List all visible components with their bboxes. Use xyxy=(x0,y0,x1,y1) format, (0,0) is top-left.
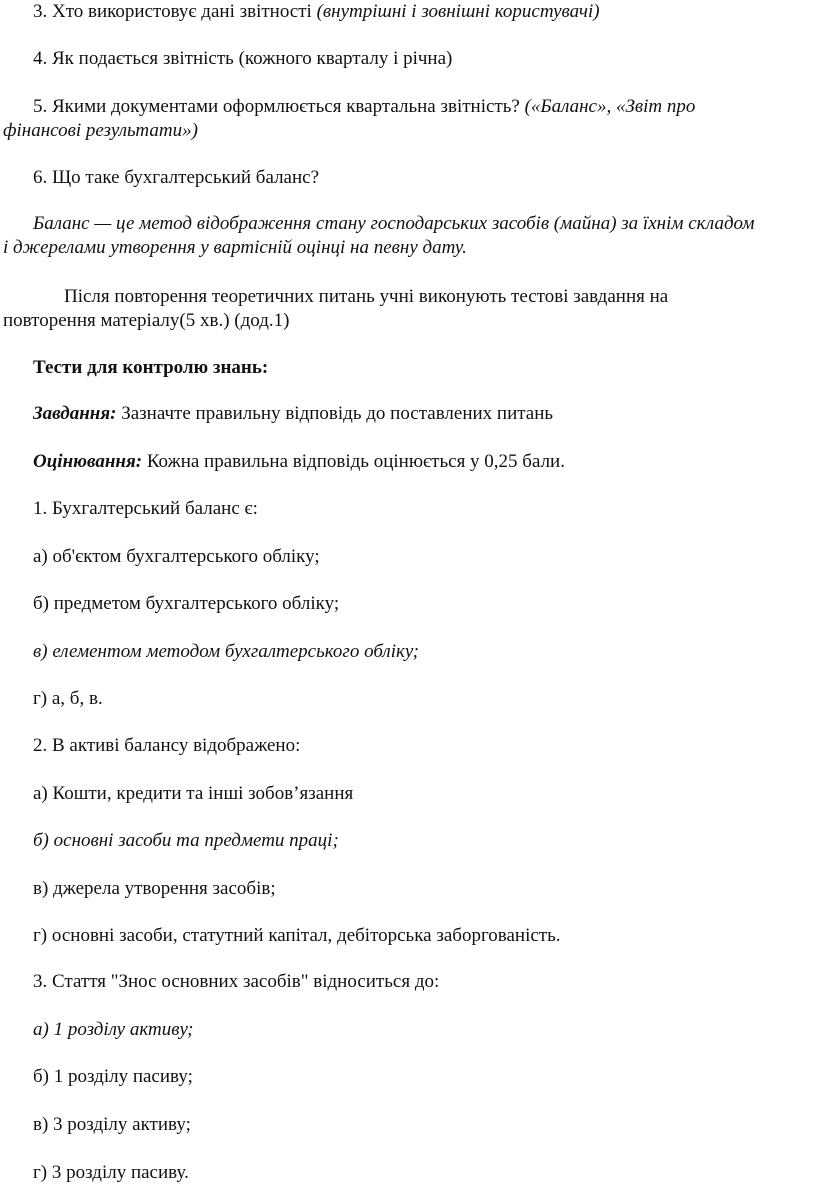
grading-label: Оцінювання: xyxy=(33,451,143,472)
task-label: Завдання: xyxy=(33,403,117,424)
test-2-option-d: г) основні засоби, статутний капітал, дебіторська заборгованість. xyxy=(33,925,561,946)
test-1-question: 1. Бухгалтерський баланс є: xyxy=(33,498,258,519)
test-2-option-c: в) джерела утворення засобів; xyxy=(33,878,276,899)
test-2-option-b: б) основні засоби та предмети праці; xyxy=(33,830,339,851)
question-4 xyxy=(33,47,452,71)
tests-heading: Тести для контролю знань: xyxy=(33,357,269,378)
question-5-answer-line1: («Баланс», «Звіт про xyxy=(524,96,696,117)
question-3 xyxy=(33,0,600,24)
question-5 xyxy=(33,95,695,119)
question-6-text: 6. Що таке бухгалтерський баланс? xyxy=(33,167,320,188)
test-3-question: 3. Стаття "Знос основних засобів" відноситься до: xyxy=(33,971,440,992)
question-6-answer-line1: Баланс — це метод відображення стану господарських засобів (майна) за їхнім складом xyxy=(33,213,755,234)
task-line xyxy=(33,402,553,426)
test-1-option-d: г) а, б, в. xyxy=(33,688,103,709)
after-review-line2: повторення матеріалу(5 хв.) (дод.1) xyxy=(3,310,290,331)
question-3-text: 3. Хто використовує дані звітності xyxy=(33,1,317,22)
question-4-text: 4. Як подається звітність (кожного кварталу і річна) xyxy=(33,48,453,69)
test-1-option-b: б) предметом бухгалтерського обліку; xyxy=(33,593,340,614)
grading-line xyxy=(33,450,565,474)
grading-text: Кожна правильна відповідь оцінюється у 0,25 бали. xyxy=(142,451,565,472)
question-5-answer-line2: фінансові результати») xyxy=(3,120,198,141)
question-6 xyxy=(33,166,319,190)
test-2-option-a: а) Кошти, кредити та інші зобов’язання xyxy=(33,783,354,804)
test-3-option-c: в) 3 розділу активу; xyxy=(33,1114,191,1135)
question-3-answer: (внутрішні і зовнішні користувачі) xyxy=(316,1,600,22)
after-review-line1: Після повторення теоретичних питань учні виконують тестові завдання на xyxy=(64,286,669,307)
question-5-text: 5. Якими документами оформлюється квартальна звітність? xyxy=(33,96,525,117)
question-6-answer-line2: і джерелами утворення у вартісній оцінці на певну дату. xyxy=(3,237,467,258)
test-2-question: 2. В активі балансу відображено: xyxy=(33,735,301,756)
test-1-option-a: а) об'єктом бухгалтерського обліку; xyxy=(33,546,320,567)
test-3-option-b: б) 1 розділу пасиву; xyxy=(33,1066,193,1087)
task-text: Зазначте правильну відповідь до поставлених питань xyxy=(116,403,554,424)
test-3-option-d: г) 3 розділу пасиву. xyxy=(33,1162,189,1183)
test-1-option-c: в) елементом методом бухгалтерського обліку; xyxy=(33,641,419,662)
test-3-option-a: а) 1 розділу активу; xyxy=(33,1019,194,1040)
